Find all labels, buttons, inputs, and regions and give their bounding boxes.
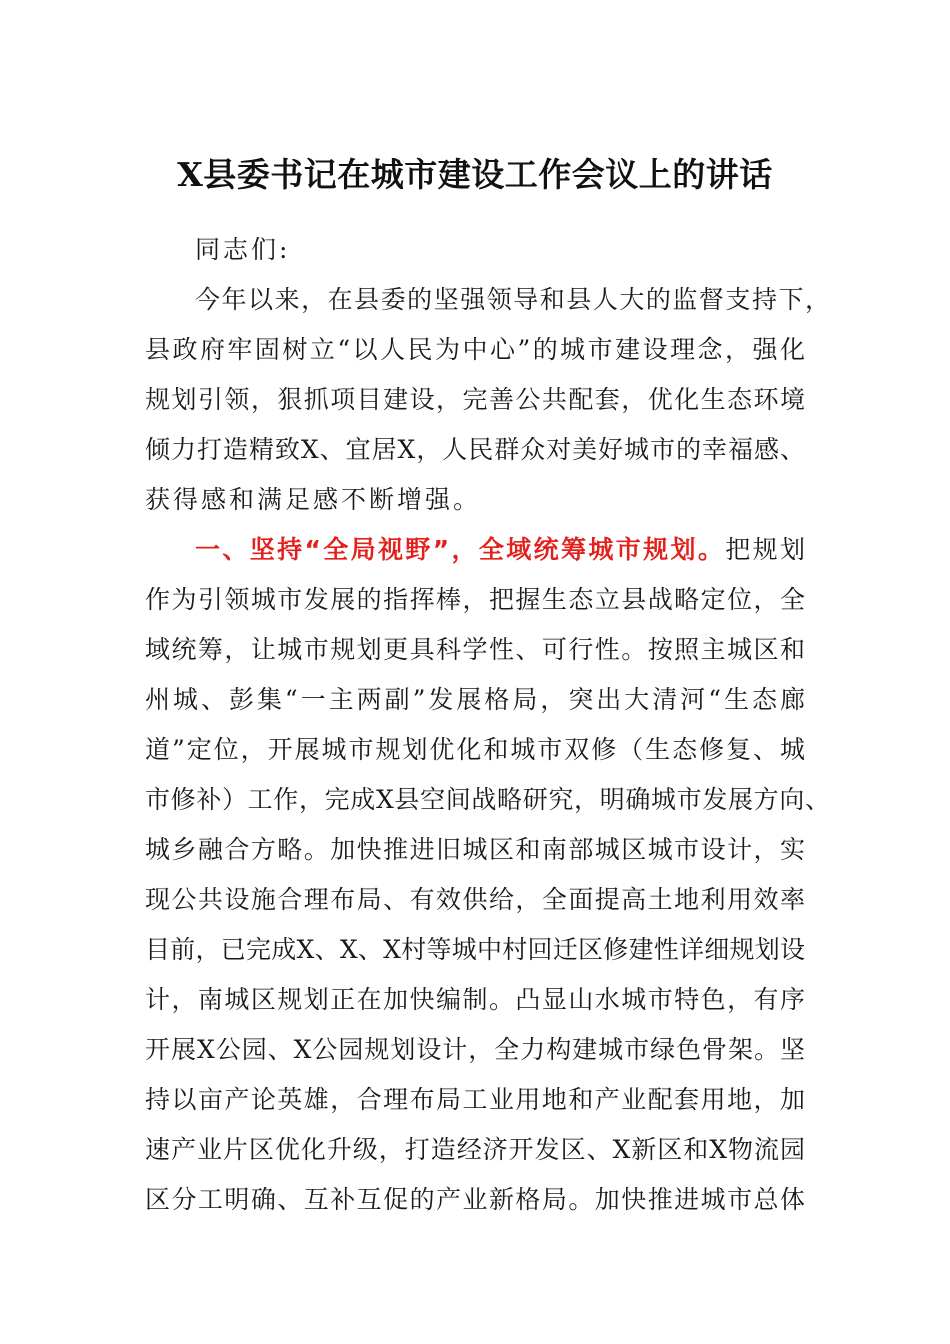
paragraph-line: 今年以来，在县委的坚强领导和县人大的监督支持下， — [195, 285, 830, 314]
paragraph-line: 持以亩产论英雄，合理布局工业用地和产业配套用地，加 — [145, 1085, 805, 1114]
paragraph-line: 获得感和满足感不断增强。 — [145, 485, 482, 514]
document-title: X县委书记在城市建设工作会议上的讲话 — [177, 155, 773, 194]
paragraph-line: 道”定位，开展城市规划优化和城市双修（生态修复、城 — [145, 735, 805, 764]
paragraph-line: 域统筹，让城市规划更具科学性、可行性。按照主城区和 — [145, 635, 805, 664]
paragraph-line: 区分工明确、互补互促的产业新格局。加快推进城市总体 — [145, 1185, 805, 1214]
paragraph-line: 作为引领城市发展的指挥棒，把握生态立县战略定位，全 — [145, 585, 805, 614]
paragraph-line: 现公共设施合理布局、有效供给，全面提高土地利用效率 — [145, 885, 805, 914]
section-lead-text: 把规划 — [725, 535, 805, 564]
paragraph-line: 速产业片区优化升级，打造经济开发区、X新区和X物流园 — [145, 1135, 805, 1164]
paragraph-line: 州城、彭集“一主两副”发展格局，突出大清河“生态廊 — [145, 685, 805, 714]
paragraph-line: 城乡融合方略。加快推进旧城区和南部城区城市设计，实 — [145, 835, 805, 864]
salutation: 同志们: — [195, 235, 291, 264]
paragraph-line: 计，南城区规划正在加快编制。凸显山水城市特色，有序 — [145, 985, 805, 1014]
section-heading-line — [195, 533, 805, 567]
section-heading: 一、坚持“全局视野”，全域统筹城市规划。 — [195, 535, 726, 564]
paragraph-line: 市修补）工作，完成X县空间战略研究，明确城市发展方向、 — [145, 785, 830, 814]
paragraph-line: 规划引领，狠抓项目建设，完善公共配套，优化生态环境 — [145, 385, 805, 414]
paragraph-line: 倾力打造精致X、宜居X，人民群众对美好城市的幸福感、 — [145, 435, 805, 464]
paragraph-line: 目前，已完成X、X、X村等城中村回迁区修建性详细规划设 — [145, 935, 805, 964]
paragraph-line: 开展X公园、X公园规划设计，全力构建城市绿色骨架。坚 — [145, 1035, 805, 1064]
paragraph-line: 县政府牢固树立“以人民为中心”的城市建设理念，强化 — [145, 335, 805, 364]
